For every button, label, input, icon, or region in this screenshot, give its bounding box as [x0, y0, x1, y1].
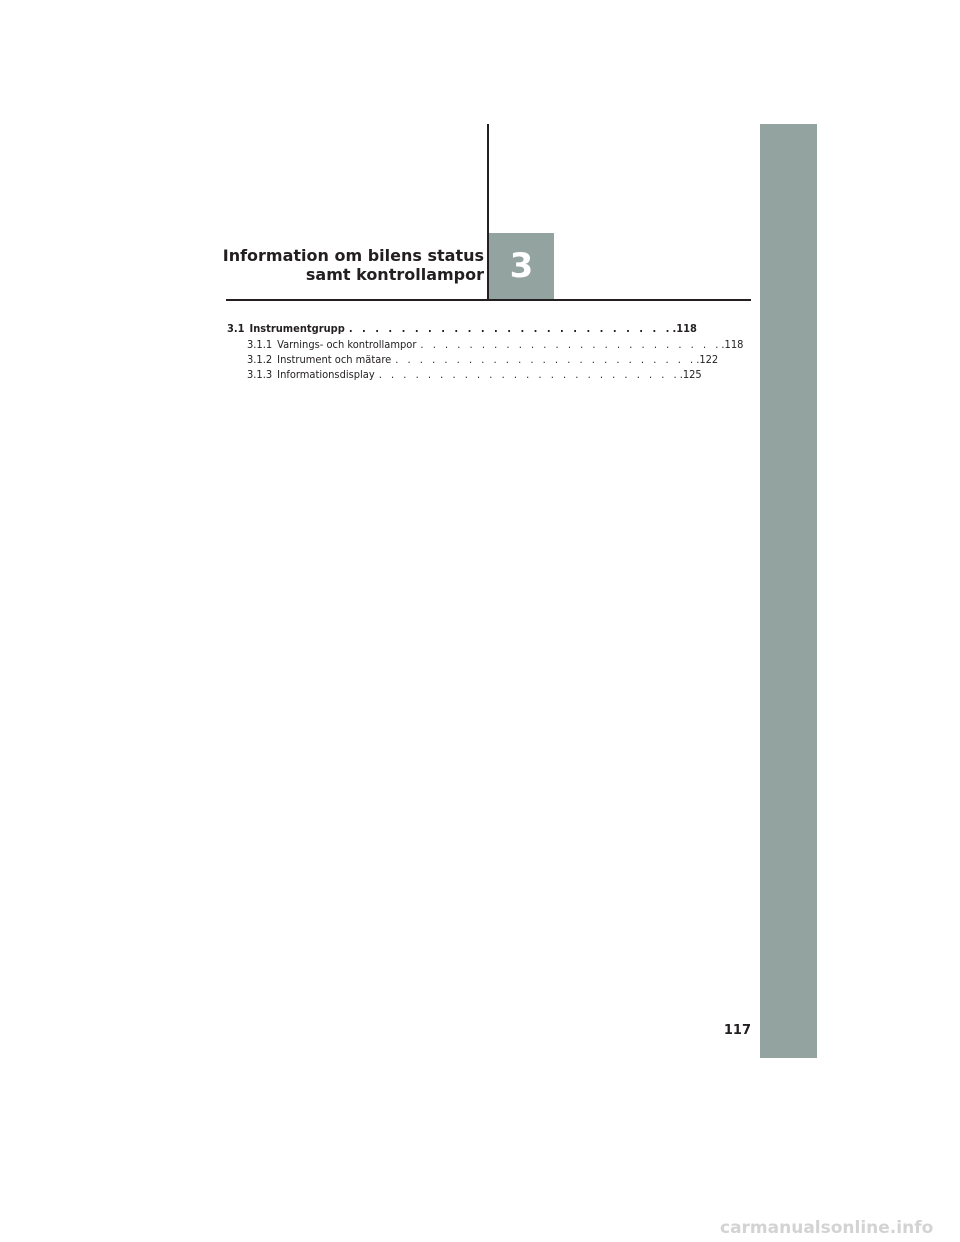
toc-entry-number: 3.1.3	[247, 368, 273, 381]
toc-entry-page: .118	[672, 322, 697, 335]
toc-entry-label: Instrument och mätare	[277, 353, 392, 366]
toc-leader-dots: . . . . . . . . . . . . . . . . . . . . . . . . .	[420, 338, 722, 351]
chapter-number-box	[489, 233, 554, 299]
toc-entry-page: .125	[679, 368, 702, 381]
toc-entry-number: 3.1.2	[247, 353, 273, 366]
toc-entry-3-1-2[interactable]	[227, 352, 719, 367]
chapter-title-line-1: Information om bilens status	[222, 246, 484, 265]
toc-leader-dots: . . . . . . . . . . . . . . . . . . . . . . . . .	[378, 368, 680, 381]
chapter-title-line-2: samt kontrollampor	[305, 265, 484, 284]
toc-entry-number: 3.1	[227, 322, 245, 335]
toc-entry-number: 3.1.1	[247, 338, 273, 351]
chapter-title	[184, 246, 484, 284]
toc-entry-3-1-3[interactable]	[227, 367, 702, 382]
chapter-number: 3	[509, 246, 534, 286]
watermark-text: carmanualsonline.info	[720, 1218, 934, 1238]
page-number: 117	[723, 1023, 751, 1038]
toc-entry-page: .118	[721, 338, 744, 351]
side-chapter-tab	[760, 124, 817, 1058]
toc-entry-3-1[interactable]	[227, 321, 697, 337]
toc-entry-label: Varnings- och kontrollampor	[277, 338, 417, 351]
toc-entry-3-1-1[interactable]	[227, 337, 744, 352]
toc-entry-label: Instrumentgrupp	[249, 322, 345, 335]
toc-entry-page: .122	[696, 353, 719, 366]
table-of-contents	[227, 321, 744, 382]
horizontal-divider	[226, 299, 751, 301]
toc-entry-label: Informationsdisplay	[277, 368, 375, 381]
toc-leader-dots: . . . . . . . . . . . . . . . . . . . . . . . . .	[395, 353, 697, 366]
toc-leader-dots: . . . . . . . . . . . . . . . . . . . . . . . . .	[348, 322, 673, 335]
